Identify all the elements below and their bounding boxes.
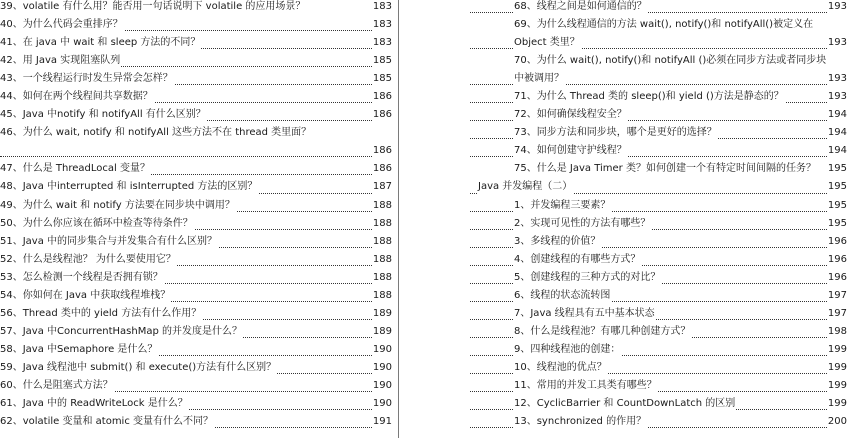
toc-page-number: 188: [372, 287, 392, 305]
toc-page-number: 191: [372, 413, 392, 431]
toc-entry-title: 8、什么是线程池？有哪几种创建方式？: [514, 323, 691, 341]
toc-page-number: 183: [372, 34, 392, 52]
toc-page-number: 199: [827, 395, 847, 413]
toc-entry-title: 11、常用的并发工具类有哪些？: [514, 377, 658, 395]
toc-page-number: 187: [372, 178, 392, 196]
toc-entry-title: 48、Java 中interrupted 和 isInterrupted 方法的区别？: [0, 178, 258, 196]
toc-page-number: 199: [827, 341, 847, 359]
toc-page-number: 186: [372, 88, 392, 106]
toc-entry-title: 49、为什么 wait 和 notify 方法要在同步块中调用？: [0, 197, 236, 215]
toc-entry-title: 54、你如何在 Java 中获取线程堆栈？: [0, 287, 171, 305]
leader-dots: [0, 156, 392, 157]
toc-entry-title: 51、Java 中的同步集合与并发集合有什么区别？: [0, 233, 218, 251]
toc-entry-title: 75、什么是 Java Timer 类？如何创建一个有特定时间间隔的任务？: [514, 160, 817, 178]
toc-page-number: 200: [827, 413, 847, 431]
toc-page-number: 193: [827, 88, 847, 106]
toc-page-number: 188: [372, 269, 392, 287]
toc-page-number: 196: [827, 233, 847, 251]
toc-entry-title: 39、volatile 有什么用？能否用一句话说明下 volatile 的应用场景？: [0, 0, 306, 16]
toc-entry-title: 7、Java 线程具有五中基本状态: [514, 305, 656, 323]
toc-entry-title: 50、为什么你应该在循环中检查等待条件？: [0, 215, 194, 233]
toc-entry-title: 42、用 Java 实现阻塞队列: [0, 52, 121, 70]
toc-entry-title: 1、并发编程三要素？: [514, 197, 611, 215]
toc-page-number: 190: [372, 359, 392, 377]
toc-entry-title: 68、线程之间是如何通信的？: [514, 0, 648, 16]
toc-entry-title: 57、Java 中ConcurrentHashMap 的并发度是什么？: [0, 323, 243, 341]
toc-page-number: 196: [827, 269, 847, 287]
toc-right-column: [470, 0, 847, 433]
toc-entry-title: 62、volatile 变量和 atomic 变量有什么不同？: [0, 413, 214, 431]
toc-list-right: [470, 0, 847, 433]
toc-entry-title: 4、创建线程的有哪些方式？: [514, 251, 641, 269]
toc-entry-title: 中被调用？: [514, 70, 565, 88]
toc-page-number: 190: [372, 395, 392, 413]
toc-page-number: 195: [827, 197, 847, 215]
toc-page-number: 198: [827, 323, 847, 341]
toc-page-number: 193: [827, 34, 847, 52]
toc-entry-title: 46、为什么 wait, notify 和 notifyAll 这些方法不在 thread 类里面？: [0, 124, 312, 142]
toc-page-number: 195: [827, 215, 847, 233]
toc-entry-title: 52、什么是线程池？ 为什么要使用它？: [0, 251, 177, 269]
column-divider: [398, 0, 399, 438]
toc-entry[interactable]: [470, 415, 847, 433]
toc-entry[interactable]: [0, 415, 392, 433]
toc-page-number: 193: [827, 70, 847, 88]
toc-entry-title: 41、在 java 中 wait 和 sleep 方法的不同？: [0, 34, 201, 52]
toc-entry[interactable]: [0, 126, 392, 144]
toc-page-number: 199: [827, 377, 847, 395]
toc-entry-title: 61、Java 中的 ReadWriteLock 是什么？: [0, 395, 189, 413]
toc-page-number: 185: [372, 70, 392, 88]
toc-page-number: 197: [827, 287, 847, 305]
toc-page-number: 188: [372, 215, 392, 233]
toc-left-column: [0, 0, 392, 433]
toc-list-left: [0, 0, 392, 433]
toc-entry-title: Object 类里？: [514, 34, 581, 52]
toc-entry-title: 73、同步方法和同步块，哪个是更好的选择？: [514, 124, 718, 142]
toc-entry-title: 72、如何确保线程安全？: [514, 106, 628, 124]
toc-page-number: 199: [827, 359, 847, 377]
toc-page-number: 186: [372, 106, 392, 124]
toc-entry-title: 47、什么是 ThreadLocal 变量？: [0, 160, 151, 178]
toc-entry-title: 5、创建线程的三种方式的对比？: [514, 269, 661, 287]
toc-entry-title: 40、为什么代码会重排序？: [0, 16, 124, 34]
toc-page-number: 194: [827, 106, 847, 124]
toc-entry-title: Java 并发编程（二）: [478, 178, 573, 196]
toc-page-number: 194: [827, 124, 847, 142]
toc-entry-title: 53、怎么检测一个线程是否拥有锁？: [0, 269, 164, 287]
toc-entry-title: 9、四种线程池的创建：: [514, 341, 621, 359]
toc-entry-title: 10、线程池的优点？: [514, 359, 608, 377]
toc-page-number: 195: [827, 160, 847, 178]
toc-page-number: 195: [827, 178, 847, 196]
toc-page-number: 189: [372, 305, 392, 323]
toc-entry-title: 58、Java 中Semaphore 是什么？: [0, 341, 158, 359]
toc-entry-title: 6、线程的状态流转图: [514, 287, 611, 305]
toc-page-number: 183: [372, 0, 392, 16]
toc-entry-title: 74、如何创建守护线程？: [514, 142, 628, 160]
toc-page-number: 186: [372, 142, 392, 160]
toc-page-number: 185: [372, 52, 392, 70]
toc-entry-title: 56、Thread 类中的 yield 方法有什么作用？: [0, 305, 202, 323]
toc-page-number: 188: [372, 197, 392, 215]
toc-entry-title: 43、一个线程运行时发生异常会怎样？: [0, 70, 174, 88]
toc-page-number: 190: [372, 377, 392, 395]
toc-entry-title: 69、为什么线程通信的方法 wait(), notify()和 notifyAll()被定义在: [514, 16, 814, 34]
toc-page-number: 190: [372, 341, 392, 359]
toc-page-number: 188: [372, 233, 392, 251]
toc-entry-title: 71、为什么 Thread 类的 sleep()和 yield ()方法是静态的？: [514, 88, 785, 106]
toc-page-number: 186: [372, 160, 392, 178]
toc-entry-title: 2、实现可见性的方法有哪些？: [514, 215, 651, 233]
toc-entry-title: 59、Java 线程池中 submit() 和 execute()方法有什么区别？: [0, 359, 277, 377]
toc-entry-title: 44、如何在两个线程间共享数据？: [0, 88, 154, 106]
toc-page-number: 196: [827, 251, 847, 269]
toc-page-number: 193: [827, 0, 847, 16]
toc-entry-title: 13、synchronized 的作用？: [514, 413, 647, 431]
toc-entry-title: 60、什么是阻塞式方法？: [0, 377, 114, 395]
toc-entry-title: 12、CyclicBarrier 和 CountDownLatch 的区别: [514, 395, 736, 413]
toc-page-number: 188: [372, 251, 392, 269]
toc-entry-title: 45、Java 中notify 和 notifyAll 有什么区别？: [0, 106, 207, 124]
toc-entry-title: 3、多线程的价值？: [514, 233, 601, 251]
toc-page-number: 189: [372, 323, 392, 341]
toc-page-number: 183: [372, 16, 392, 34]
toc-page-number: 194: [827, 142, 847, 160]
toc-page-number: 197: [827, 305, 847, 323]
toc-entry-title: 70、为什么 wait(), notify()和 notifyAll ()必须在同步方法或者同步块: [514, 52, 827, 70]
